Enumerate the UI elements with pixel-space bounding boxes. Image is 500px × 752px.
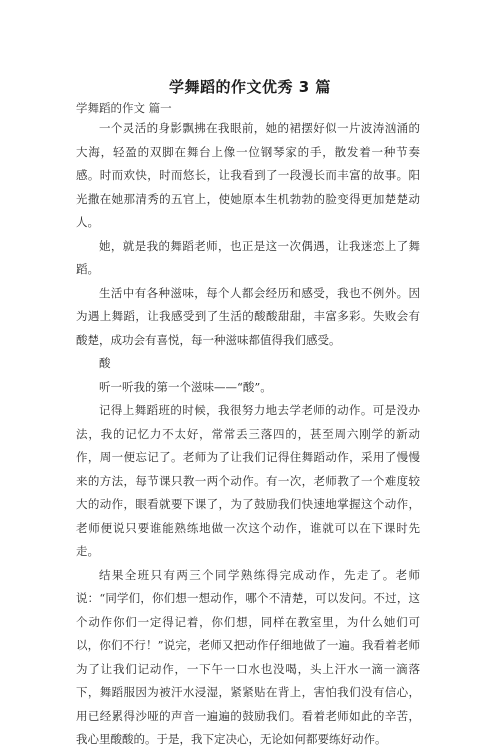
paragraph: 听一听我的第一个滋味——“酸”。	[99, 379, 272, 394]
article-body	[76, 117, 420, 752]
paragraph: 结果全班只有两三个同学熟练得完成动作，先走了。老师说：“同学们，你们想一想动作，哪个不清楚，可以发问。不过，这个动作你们一定得记着，你们想，同样在教室里，为什么她们可以，你们不行！”说完，老师又把动作仔细地做了一遍。我看着老师为了让我们记动作，一下午一口水也没喝，头上汗水一滴一滴落下，舞蹈服因为被汗水浸湿，紧紧贴在背上，害怕我们没有信心，用已经累得沙哑的声音一遍遍的鼓励我们。看着老师如此的辛苦，我心里酸酸的。于是，我下定决心，无论如何都要练好动作。	[76, 567, 420, 746]
section-heading: 学舞蹈的作文 篇一	[76, 101, 172, 115]
paragraph: 她，就是我的舞蹈老师，也正是这一次偶遇，让我迷恋上了舞蹈。	[76, 238, 420, 276]
document-title: 学舞蹈的作文优秀 3 篇	[169, 78, 331, 96]
paragraph: 一个灵活的身影飘拂在我眼前，她的裙摆好似一片波涛汹涌的大海，轻盈的双脚在舞台上像一位钢琴家的手，散发着一种节奏感。时而欢快，时而悠长，让我看到了一段漫长而丰富的故事。阳光撒在她那清秀的五官上，使她原本生机勃勃的脸变得更加楚楚动人。	[76, 121, 420, 229]
section-label: 酸	[99, 356, 111, 370]
paragraph: 生活中有各种滋味，每个人都会经历和感受，我也不例外。因为遇上舞蹈，让我感受到了生活的酸酸甜甜，丰富多彩。失败会有酸楚，成功会有喜悦，每一种滋味都值得我们感受。	[76, 285, 420, 347]
paragraph: 记得上舞蹈班的时候，我很努力地去学老师的动作。可是没办法，我的记忆力不太好，常常丢三落四的，甚至周六刚学的新动作，周一便忘记了。老师为了让我们记得住舞蹈动作，采用了慢慢来的方法，每节课只教一两个动作。有一次，老师教了一个难度较大的动作，眼看就要下课了，为了鼓励我们快速地掌握这个动作，老师便说只要谁能熟练地做一次这个动作，谁就可以在下课时先走。	[76, 403, 420, 558]
